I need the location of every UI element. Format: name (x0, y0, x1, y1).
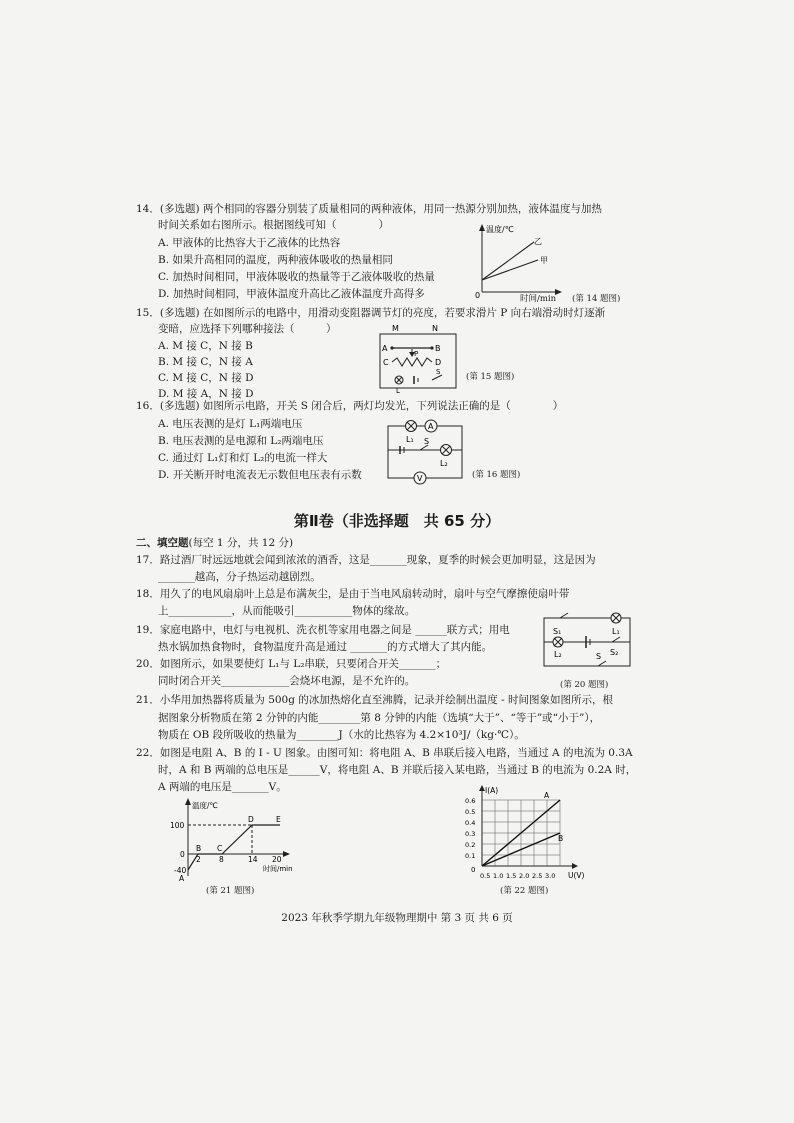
fig21-temperature-time-graph (168, 796, 308, 882)
q15-label-d: D (435, 358, 442, 367)
q15-label-a: A (382, 344, 388, 353)
fig22-series-a-label: A (544, 791, 550, 800)
fig21-point-b: B (196, 844, 202, 853)
q15-option-a: A. M 接 C，N 接 B (158, 340, 253, 352)
fig21-xtick-20: 20 (272, 855, 282, 864)
q16-label-s: S (424, 437, 430, 446)
fig22-xtick-1.5: 1.5 (506, 872, 517, 880)
fig22-xtick-2.5: 2.5 (532, 872, 543, 880)
page-footer: 2023 年秋季学期九年级物理期中 第 3 页 共 6 页 (281, 912, 513, 924)
fig22-ytick-0.6: 0.6 (465, 797, 476, 805)
q19-line1: 19．家庭电路中，电灯与电视机、洗衣机等家用电器之间是 ______联方式；用电 (136, 624, 510, 636)
fig22-xtick-0.5: 0.5 (480, 872, 491, 880)
q15-stem-line1: 15．(多选题) 在如图所示的电路中，用滑动变阻器调节灯的亮度，若要求滑片 P 向右端滑动时灯逐渐 (136, 307, 606, 319)
q14-series-yi: 乙 (534, 237, 542, 246)
q20-label-l2: L₂ (554, 650, 562, 659)
q14-stem-line1: 14．(多选题) 两个相同的容器分别装了质量相同的两种液体，用同一热源分别加热，液体温度与加热 (136, 203, 602, 215)
q14-option-a: A. 甲液体的比热容大于乙液体的比热容 (158, 237, 341, 249)
q14-series-jia: 甲 (540, 256, 548, 265)
fig21-xlabel: 时间/min (263, 865, 293, 873)
q14-stem-line2: 时间关系如右图所示。根据图线可知（ ） (158, 219, 389, 231)
section-title: 第Ⅱ卷（非选择题 共 65 分） (293, 512, 501, 530)
fig21-xtick-2: 2 (196, 855, 201, 864)
q15-option-c: C. M 接 C，N 接 D (158, 372, 254, 384)
q20-line1: 20．如图所示，如果要使灯 L₁与 L₂串联，只要闭合开关_______； (136, 658, 447, 670)
q16-ammeter-label: A (428, 422, 434, 431)
q20-caption: (第 20 题图) (560, 680, 609, 690)
fig22-series-b-label: B (558, 834, 564, 843)
fig21-caption: (第 21 题图) (206, 886, 255, 896)
q15-label-s: S (436, 368, 441, 376)
q20-label-s2: S₂ (610, 648, 619, 657)
q16-option-c: C. 通过灯 L₁灯和灯 L₂的电流一样大 (158, 452, 328, 464)
q15-label-m: M (392, 324, 399, 333)
fig22-x-arrow (572, 863, 578, 869)
fig22-iu-graph (462, 784, 588, 882)
q22-line3: A 两端的电压是_______V。 (158, 781, 287, 793)
fig22-caption: (第 22 题图) (500, 886, 549, 896)
q14-graph-ylabel: 温度/℃ (486, 225, 514, 234)
q19-line2: 热水锅加热食物时，食物温度升高是通过 _______的方式增大了其内能。 (158, 641, 493, 653)
q14-option-b: B. 如果升高相同的温度，两种液体吸收的热量相同 (158, 254, 393, 266)
fig21-ytick-neg40: -40 (174, 866, 187, 875)
q16-caption: (第 16 题图) (472, 470, 521, 480)
q15-stem-line2: 变暗，应选择下列哪种接法（ ） (158, 323, 337, 335)
q15-label-p: P (414, 350, 419, 358)
q16-label-l2: L₂ (440, 459, 448, 468)
fig21-ytick-100: 100 (170, 821, 185, 830)
part2-note: (每空 1 分，共 12 分) (188, 537, 294, 549)
q16-option-a: A. 电压表测的是灯 L₁两端电压 (158, 418, 303, 430)
q22-line1: 22．如图是电阻 A、B 的 I - U 图象。由图可知：将电阻 A、B 串联后接入电路，当通过 A 的电流为 0.3A (136, 747, 633, 759)
fig22-ytick-0.1: 0.1 (465, 852, 476, 860)
q15-option-d: D. M 接 A，N 接 D (158, 388, 254, 400)
q14-option-c: C. 加热时间相同，甲液体吸收的热量等于乙液体吸收的热量 (158, 271, 435, 283)
q16-voltmeter-label: V (417, 474, 423, 483)
q16-option-b: B. 电压表测的是电源和 L₂两端电压 (158, 435, 324, 447)
q16-stem: 16．(多选题) 如图所示电路，开关 S 闭合后，两灯均发光，下列说法正确的是（ ） (136, 400, 564, 412)
q17-line1: 17．路过酒厂时远远地就会闻到浓浓的酒香，这是_______现象，夏季的时候会更加明显，这是因为 (136, 554, 596, 566)
q20-label-s1: S₁ (553, 627, 562, 636)
q15-option-b: B. M 接 C，N 接 A (158, 356, 253, 368)
q16-series-circuit (384, 416, 468, 488)
fig21-ytick-0: 0 (180, 850, 185, 859)
q21-line1: 21．小华用加热器将质量为 500g 的冰加热熔化直至沸腾，记录并绘制出温度 - 时间图象如图所示，根 (136, 694, 614, 706)
q21-line2: 据图象分析物质在第 2 分钟的内能________第 8 分钟的内能（选填“大于”、“等于”或“小于”）， (158, 712, 601, 724)
fig22-xlabel: U(V) (568, 871, 585, 880)
q20-line2: 同时闭合开关_____________会烧坏电源，是不允许的。 (158, 675, 416, 687)
q14-graph-origin: 0 (475, 291, 481, 300)
fig21-point-c: C (217, 844, 223, 853)
q16-label-l1: L₁ (406, 435, 414, 444)
fig22-xtick-3.0: 3.0 (545, 872, 556, 880)
fig22-ytick-0.4: 0.4 (465, 819, 476, 827)
fig22-ytick-0.5: 0.5 (465, 808, 476, 816)
q14-option-d: D. 加热时间相同，甲液体温度升高比乙液体温度升高得多 (158, 288, 425, 300)
q21-line3: 物质在 OB 段所吸收的热量为________J（水的比热容为 4.2×10³J/（kg·℃）。 (158, 729, 525, 741)
q22-line2: 时，A 和 B 两端的总电压是______V，将电阻 A、B 并联后接入某电路，当通过 B 的电流为 0.2A 时， (158, 764, 637, 776)
q18-line1: 18．用久了的电风扇扇叶上总是布满灰尘，是由于当电风扇转动时，扇叶与空气摩擦使扇叶带 (136, 588, 570, 600)
fig21-xtick-14: 14 (248, 855, 258, 864)
q20-circuit (540, 612, 638, 674)
fig21-xtick-8: 8 (219, 855, 224, 864)
fig21-point-a: A (179, 874, 185, 882)
fig22-ylabel: I(A) (485, 786, 499, 795)
part2-heading: 二、填空题 (136, 537, 189, 549)
q17-line2: _______越高，分子热运动越剧烈。 (158, 571, 321, 583)
fig21-point-d: D (248, 815, 254, 824)
fig21-point-e: E (276, 815, 281, 824)
fig22-xtick-2.0: 2.0 (519, 872, 530, 880)
q14-graph-xlabel: 时间/min (520, 294, 557, 304)
q15-label-l: L (396, 387, 400, 394)
q15-label-b: B (435, 344, 441, 353)
q20-label-l1: L₁ (612, 627, 620, 636)
q14-temp-time-graph (472, 222, 562, 300)
q15-label-n: N (432, 324, 438, 333)
fig22-ytick-0.3: 0.3 (465, 830, 476, 838)
q16-option-d: D. 开关断开时电流表无示数但电压表有示数 (158, 469, 362, 481)
q20-label-s: S (596, 652, 602, 661)
fig21-ylabel: 温度/℃ (192, 801, 218, 810)
q14-caption: (第 14 题图) (572, 294, 621, 304)
q15-label-c: C (383, 358, 389, 367)
fig22-origin: 0 (471, 866, 476, 874)
q18-line2: 上____________，从而能吸引___________物体的缘故。 (158, 605, 416, 617)
q15-caption: (第 15 题图) (466, 372, 515, 382)
fig22-xtick-1.0: 1.0 (493, 872, 504, 880)
fig22-ytick-0.2: 0.2 (465, 841, 476, 849)
q15-rheostat-circuit (372, 322, 464, 394)
